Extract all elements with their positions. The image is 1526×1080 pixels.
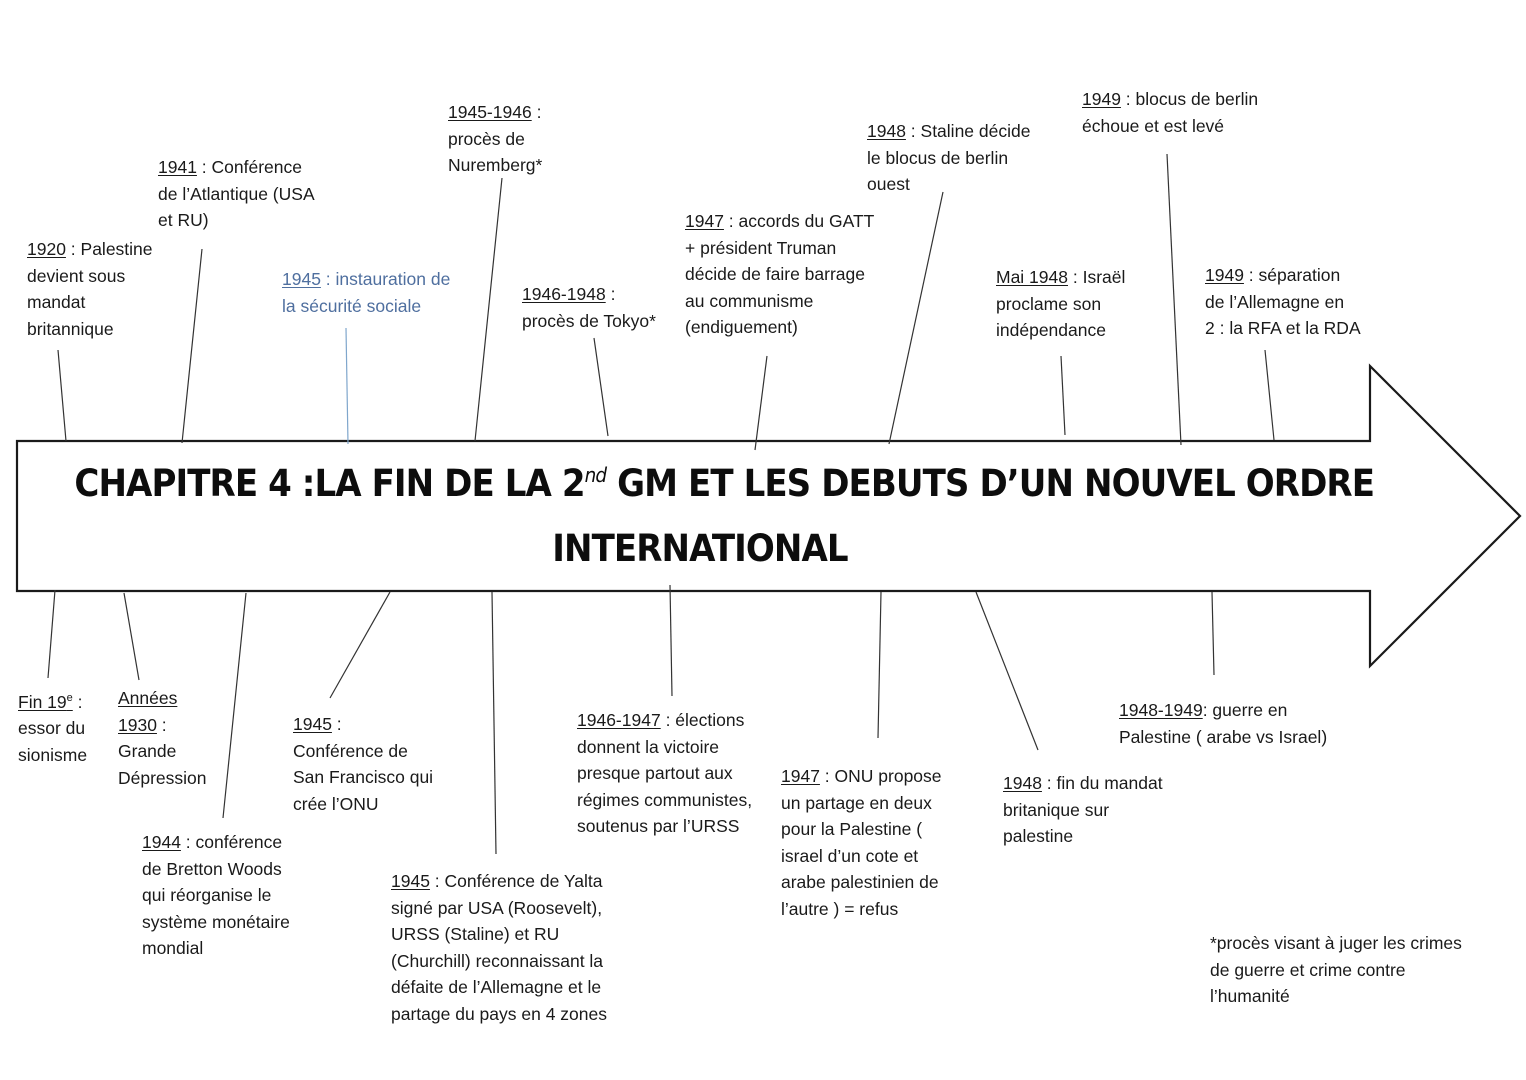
event-text: : Israël — [1068, 267, 1126, 287]
event-date: Mai 1948 — [996, 267, 1068, 287]
event-date-line1: Années — [118, 688, 178, 708]
event-text: qui réorganise le — [142, 885, 272, 905]
timeline-arrow — [17, 366, 1520, 666]
event-date: 1948 — [1003, 773, 1042, 793]
event-text: britannique — [27, 318, 114, 339]
event-text: palestine — [1003, 826, 1074, 846]
footnote — [1210, 930, 1462, 1010]
event-date-sup: e — [66, 692, 73, 704]
event-date: 1947 — [685, 211, 724, 231]
event-text: arabe palestinien de — [781, 872, 939, 892]
event-text: sionisme — [18, 744, 88, 765]
event-text: : Staline décide — [905, 121, 1031, 141]
event-date: 1945 — [282, 269, 321, 289]
event-text: Dépression — [118, 767, 207, 788]
event-text: : instauration de — [320, 269, 451, 289]
event-text: crée l’ONU — [293, 793, 379, 814]
connector-1945-1946 — [475, 178, 502, 441]
event-text: : — [605, 284, 616, 304]
event-text: (endiguement) — [685, 317, 798, 337]
event-text: : — [156, 714, 167, 735]
event-1948-1949 — [1119, 697, 1327, 750]
event-text: système monétaire — [142, 911, 290, 932]
event-text: : — [531, 102, 542, 122]
footnote-line: *procès visant à juger les crimes — [1210, 933, 1462, 953]
event-text: Palestine ( arabe vs Israel) — [1119, 726, 1328, 747]
event-1949-separation — [1205, 262, 1361, 342]
event-1920 — [27, 236, 153, 342]
event-fin-19e — [18, 685, 87, 768]
event-text: défaite de l’Allemagne et le — [391, 977, 602, 997]
event-text: mondial — [142, 938, 204, 958]
event-1948-fin-mandat — [1003, 770, 1163, 850]
event-1945-securite-sociale — [282, 266, 450, 319]
event-text: presque partout aux — [577, 763, 733, 783]
connector-1947-onu — [878, 592, 881, 738]
event-1947-onu-partage — [781, 763, 942, 922]
event-text: : séparation — [1243, 265, 1341, 285]
event-date: 1945-1946 — [448, 102, 532, 122]
event-date: 1948-1949 — [1119, 700, 1203, 720]
event-1945-onu — [293, 711, 433, 817]
connector-1949-sep — [1265, 350, 1274, 440]
connector-1930 — [124, 593, 139, 680]
title-part2: GM ET LES DEBUTS D’UN NOUVEL ORDRE — [606, 462, 1375, 505]
event-date: 1941 — [158, 157, 197, 177]
connector-1946-1947 — [670, 585, 672, 696]
footnote-line: de guerre et crime contre — [1210, 959, 1406, 980]
event-text: partage du pays en 4 zones — [391, 1003, 607, 1024]
event-text: URSS (Staline) et RU — [391, 924, 560, 944]
event-text: au communisme — [685, 290, 814, 311]
event-text: de Bretton Woods — [142, 858, 282, 879]
event-1947-gatt — [685, 208, 874, 341]
event-1948-blocus — [867, 118, 1030, 198]
event-text: : fin du mandat — [1041, 773, 1163, 793]
event-date-base: Fin 19 — [18, 691, 67, 712]
event-text: Grande — [118, 741, 177, 761]
event-text: : Conférence — [196, 157, 302, 177]
event-date: 1920 — [27, 239, 66, 259]
event-text: procès de — [448, 128, 525, 149]
event-text: israel d’un cote et — [781, 845, 919, 866]
connector-fin19 — [48, 590, 55, 678]
event-text: procès de Tokyo* — [522, 310, 656, 331]
event-text: devient sous — [27, 265, 126, 286]
event-text: : guerre en — [1202, 700, 1288, 720]
event-text: : — [72, 691, 83, 712]
connector-1948-mandat — [976, 592, 1038, 750]
event-text: : élections — [660, 710, 745, 730]
connector-1946-1948 — [594, 338, 608, 436]
footnote-line: l’humanité — [1210, 986, 1290, 1006]
event-text: : — [331, 714, 342, 734]
connector-1949-blocus — [1167, 154, 1181, 445]
event-1944 — [142, 829, 290, 962]
event-text: l’autre ) = refus — [781, 898, 899, 919]
event-text: pour la Palestine ( — [781, 819, 923, 839]
event-date: 1945 — [391, 871, 430, 891]
event-annees-1930 — [118, 685, 207, 791]
event-text: et RU) — [158, 210, 209, 230]
event-text: décide de faire barrage — [685, 264, 865, 284]
event-date: 1944 — [142, 832, 181, 852]
event-text: un partage en deux — [781, 792, 932, 813]
event-text: soutenus par l’URSS — [577, 816, 740, 836]
connector-1948-1949 — [1212, 592, 1214, 675]
event-text: (Churchill) reconnaissant la — [391, 950, 604, 971]
connector-mai-1948 — [1061, 356, 1065, 435]
event-1949-blocus-leve — [1082, 86, 1258, 139]
event-text: : blocus de berlin — [1120, 89, 1259, 109]
event-text: de l’Allemagne en — [1205, 291, 1345, 312]
event-text: San Francisco qui — [293, 767, 434, 787]
event-text: donnent la victoire — [577, 736, 720, 757]
event-date: 1946-1948 — [522, 284, 606, 304]
event-text: : Conférence de Yalta — [429, 871, 603, 891]
event-text: de l’Atlantique (USA — [158, 183, 315, 204]
event-text: régimes communistes, — [577, 789, 753, 810]
event-1946-1948 — [522, 281, 656, 334]
connector-1920 — [58, 350, 66, 441]
event-text: Conférence de — [293, 740, 408, 761]
event-text: le blocus de berlin — [867, 147, 1009, 168]
title-part1: CHAPITRE 4 :LA FIN DE LA 2 — [74, 462, 585, 505]
event-date: 1945 — [293, 714, 332, 734]
event-text: essor du — [18, 718, 86, 739]
event-date: 1949 — [1082, 89, 1121, 109]
event-text: : ONU propose — [819, 766, 942, 786]
event-text: échoue et est levé — [1082, 115, 1225, 136]
event-text: + président Truman — [685, 237, 837, 258]
title-superscript: nd — [584, 463, 607, 487]
chapter-title-line1 — [74, 462, 1375, 505]
event-1945-1946 — [448, 99, 542, 179]
event-date — [18, 692, 73, 712]
connector-1945-onu — [330, 592, 390, 698]
connector-1948-blocus — [889, 192, 943, 444]
event-text: 2 : la RFA et la RDA — [1205, 318, 1361, 338]
chapter-title-line2: INTERNATIONAL — [552, 527, 848, 570]
event-1945-yalta — [391, 868, 607, 1027]
event-text: : accords du GATT — [723, 211, 875, 231]
connector-1945-yalta — [492, 592, 496, 854]
event-date: 1947 — [781, 766, 820, 786]
event-text: indépendance — [996, 320, 1106, 340]
event-text: proclame son — [996, 293, 1102, 314]
event-date: 1946-1947 — [577, 710, 661, 730]
event-text: ouest — [867, 174, 910, 194]
event-text: mandat — [27, 292, 86, 312]
event-text: britanique sur — [1003, 799, 1110, 820]
event-date-line2: 1930 — [118, 714, 157, 735]
connector-1944 — [223, 593, 246, 818]
connector-1947-gatt — [755, 356, 767, 450]
event-text: la sécurité sociale — [282, 295, 422, 316]
event-text: : conférence — [180, 832, 283, 852]
event-mai-1948 — [996, 264, 1125, 344]
event-text: Nuremberg* — [448, 155, 543, 175]
event-date: 1949 — [1205, 265, 1244, 285]
event-date: 1948 — [867, 121, 906, 141]
connector-1945-secu — [346, 328, 348, 444]
event-1946-1947 — [577, 707, 752, 840]
connector-1941 — [182, 249, 202, 443]
event-1941 — [158, 154, 315, 234]
event-text: signé par USA (Roosevelt), — [391, 897, 603, 918]
event-text: : Palestine — [65, 239, 153, 259]
